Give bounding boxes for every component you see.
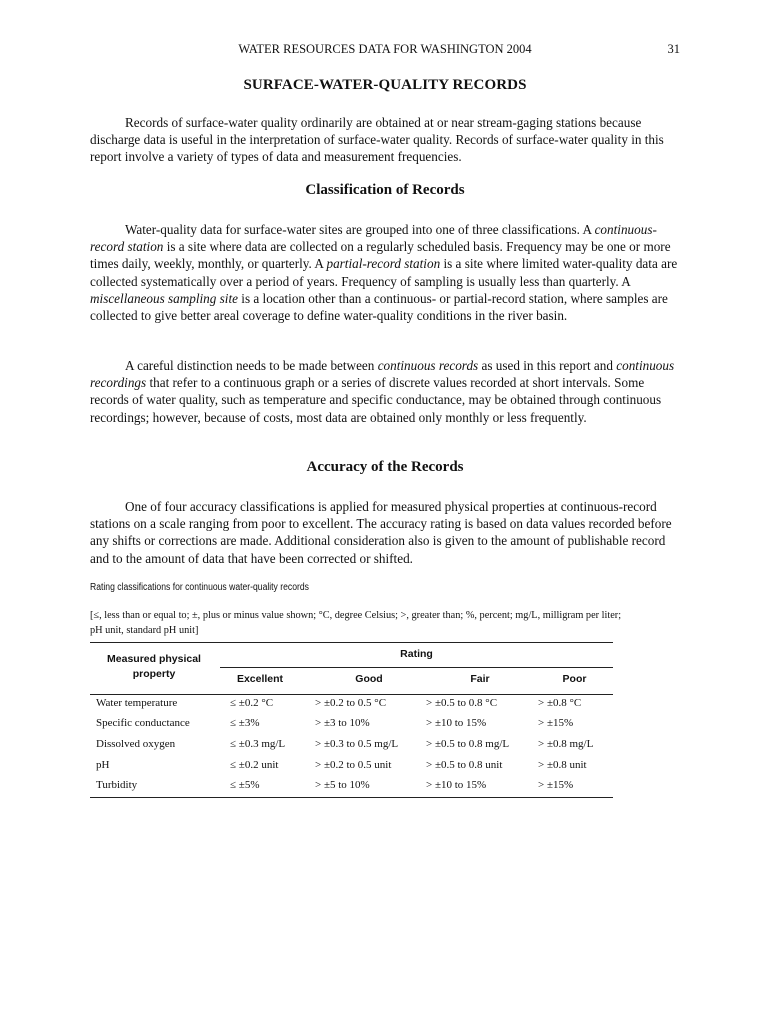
- running-header: [90, 42, 680, 60]
- cell-excellent: ≤ ±3%: [230, 717, 260, 729]
- running-title: WATER RESOURCES DATA FOR WASHINGTON 2004: [238, 42, 532, 56]
- cell-good: > ±5 to 10%: [315, 779, 370, 791]
- table-top-rule: [90, 642, 613, 643]
- cell-fair: > ±0.5 to 0.8 mg/L: [426, 738, 510, 750]
- table-row: [90, 717, 613, 737]
- cell-good: > ±0.2 to 0.5 °C: [315, 697, 387, 709]
- cell-property: Specific conductance: [96, 717, 190, 729]
- table-row: [90, 697, 613, 717]
- classification-paragraph-2: A careful distinction needs to be made between continuous records as used in this report and continuous recordings that refer to a continuous graph or a series of discrete values recorded at short intervals. Some records of water quality, such as temperature and specific conductance, may be obtained through continuous recordings; however, because of costs, most data are obtained only monthly or less frequently.: [90, 358, 675, 425]
- header-measured-property: Measured physical property: [107, 653, 201, 680]
- cell-excellent: ≤ ±5%: [230, 779, 260, 791]
- cell-property: Water temperature: [96, 697, 178, 709]
- rating-subrule: [220, 667, 613, 668]
- table-row: [90, 738, 613, 758]
- cell-property: Dissolved oxygen: [96, 738, 176, 750]
- cell-fair: > ±10 to 15%: [426, 779, 487, 791]
- table-row: [90, 759, 613, 779]
- table-note: [≤, less than or equal to; ±, plus or minus value shown; °C, degree Celsius; >, greater than; %, percent; mg/L, milligram per liter; pH unit, standard pH unit]: [90, 610, 622, 636]
- cell-fair: > ±10 to 15%: [426, 717, 487, 729]
- header-poor: Poor: [562, 673, 587, 685]
- table-caption: Rating classifications for continuous water-quality records: [90, 582, 309, 593]
- header-good: Good: [355, 673, 383, 685]
- cell-good: > ±0.3 to 0.5 mg/L: [315, 738, 399, 750]
- header-excellent: Excellent: [236, 673, 284, 685]
- page-number: 31: [667, 42, 680, 56]
- cell-property: pH: [96, 759, 110, 771]
- table-row: [90, 779, 613, 799]
- cell-excellent: ≤ ±0.2 unit: [230, 759, 279, 771]
- cell-poor: > ±0.8 mg/L: [538, 738, 594, 750]
- accuracy-paragraph: One of four accuracy classifications is applied for measured physical properties at continuous-record stations on a scale ranging from poor to excellent. The accuracy rating is based on data values recorded before any shifts or corrections are made. Additional consideration also is given to the amount of publishable record and to the amount of data that have been corrected or shifted.: [90, 499, 672, 566]
- classification-paragraph-1: Water-quality data for surface-water sites are grouped into one of three classifications. A continuous-record station is a site where data are collected on a regularly scheduled basis. Frequency may be one or more times daily, weekly, monthly, or quarterly. A partial-record station is a site where limited water-quality data are collected systematically over a period of years. Frequency of sampling is usually less than quarterly. A miscellaneous sampling site is a location other than a continuous- or partial-record station, where samples are collected to give better areal coverage to define water-quality conditions in the river basin.: [90, 222, 678, 324]
- page-title: SURFACE-WATER-QUALITY RECORDS: [243, 77, 527, 93]
- cell-poor: > ±15%: [538, 717, 574, 729]
- cell-property: Turbidity: [96, 779, 138, 791]
- cell-good: > ±0.2 to 0.5 unit: [315, 759, 392, 771]
- header-fair: Fair: [470, 673, 490, 685]
- table-header-rule: [90, 694, 613, 695]
- cell-good: > ±3 to 10%: [315, 717, 370, 729]
- header-rating: Rating: [400, 648, 433, 660]
- cell-poor: > ±0.8 °C: [538, 697, 582, 709]
- cell-excellent: ≤ ±0.2 °C: [230, 697, 274, 709]
- classification-heading: Classification of Records: [305, 182, 465, 198]
- accuracy-heading: Accuracy of the Records: [306, 459, 464, 475]
- cell-fair: > ±0.5 to 0.8 unit: [426, 759, 503, 771]
- cell-fair: > ±0.5 to 0.8 °C: [426, 697, 498, 709]
- table-bottom-rule: [90, 797, 613, 798]
- cell-excellent: ≤ ±0.3 mg/L: [230, 738, 286, 750]
- cell-poor: > ±15%: [538, 779, 574, 791]
- cell-poor: > ±0.8 unit: [538, 759, 587, 771]
- intro-paragraph: Records of surface-water quality ordinarily are obtained at or near stream-gaging stations because discharge data is useful in the interpretation of surface-water quality. Records of surface-water quality in this report involve a variety of types of data and measurement frequencies.: [90, 115, 664, 165]
